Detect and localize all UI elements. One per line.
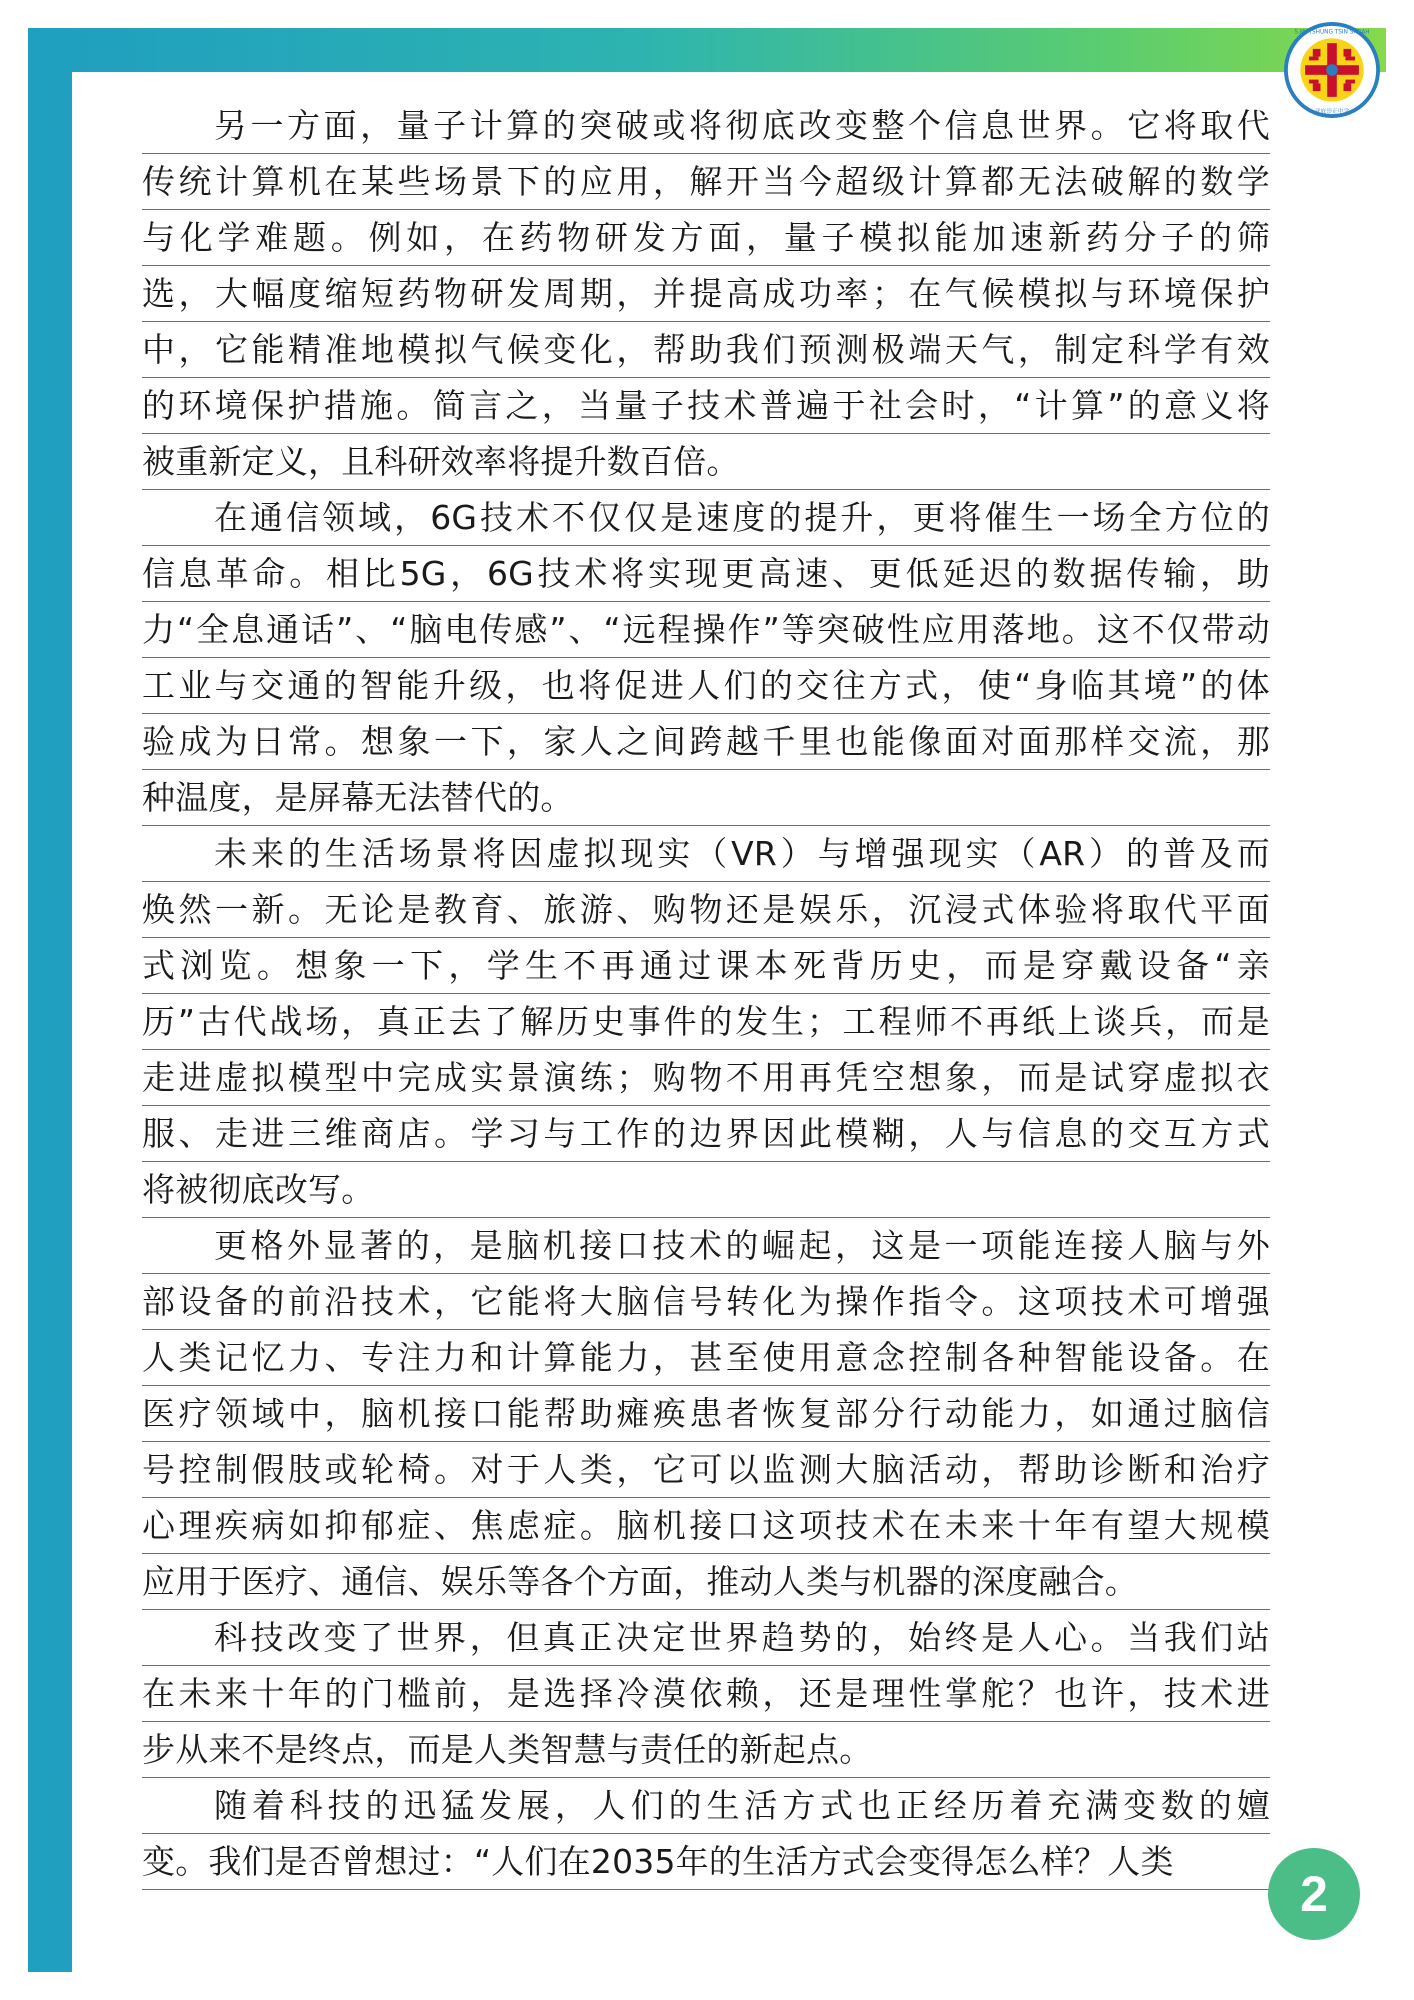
text-line: 选，大幅度缩短药物研发周期，并提高成功率；在气候模拟与环境保护 [142, 266, 1270, 322]
text-line: 走进虚拟模型中完成实景演练；购物不用再凭空想象，而是试穿虚拟衣 [142, 1050, 1270, 1106]
text-line: 力“全息通话”、“脑电传感”、“远程操作”等突破性应用落地。这不仅带动 [142, 602, 1270, 658]
page-number: 2 [1300, 1866, 1328, 1922]
text-line: 信息革命。相比5G，6G技术将实现更高速、更低延迟的数据传输，助 [142, 546, 1270, 602]
text-line: 验成为日常。想象一下，家人之间跨越千里也能像面对面那样交流，那 [142, 714, 1270, 770]
text-line: 在未来十年的门槛前，是选择冷漠依赖，还是理性掌舵？也许，技术进 [142, 1666, 1270, 1722]
text-line: 工业与交通的智能升级，也将促进人们的交往方式，使“身临其境”的体 [142, 658, 1270, 714]
text-line: 传统计算机在某些场景下的应用，解开当今超级计算都无法破解的数学 [142, 154, 1270, 210]
text-line: 与化学难题。例如，在药物研发方面，量子模拟能加速新药分子的筛 [142, 210, 1270, 266]
paragraph [142, 826, 1270, 1218]
text-line: 被重新定义，且科研效率将提升数百倍。 [142, 434, 1270, 490]
text-line: 号控制假肢或轮椅。对于人类，它可以监测大脑活动，帮助诊断和治疗 [142, 1442, 1270, 1498]
school-logo [1284, 22, 1380, 118]
page-number-badge [1268, 1848, 1360, 1940]
text-line: 应用于医疗、通信、娱乐等各个方面，推动人类与机器的深度融合。 [142, 1554, 1270, 1610]
text-line: 变。我们是否曾想过：“人们在2035年的生活方式会变得怎么样？人类 [142, 1834, 1270, 1890]
text-line: 步从来不是终点，而是人类智慧与责任的新起点。 [142, 1722, 1270, 1778]
text-line: 中，它能精准地模拟气候变化，帮助我们预测极端天气，制定科学有效 [142, 322, 1270, 378]
svg-text:S.M. TSHUNG TSIN SABAH: S.M. TSHUNG TSIN SABAH [1294, 29, 1370, 36]
text-line: 心理疾病如抑郁症、焦虑症。脑机接口这项技术在未来十年有望大规模 [142, 1498, 1270, 1554]
text-line: 将被彻底改写。 [142, 1162, 1270, 1218]
text-line: 人类记忆力、专注力和计算能力，甚至使用意念控制各种智能设备。在 [142, 1330, 1270, 1386]
text-line: 式浏览。想象一下，学生不再通过课本死背历史，而是穿戴设备“亲 [142, 938, 1270, 994]
paragraph [142, 98, 1270, 490]
text-line: 历”古代战场，真正去了解历史事件的发生；工程师不再纸上谈兵，而是 [142, 994, 1270, 1050]
text-line: 部设备的前沿技术，它能将大脑信号转化为操作指令。这项技术可增强 [142, 1274, 1270, 1330]
paragraph [142, 1610, 1270, 1778]
text-line: 在通信领域，6G技术不仅仅是速度的提升，更将催生一场全方位的 [142, 490, 1270, 546]
text-line: 随着科技的迅猛发展，人们的生活方式也正经历着充满变数的嬗 [142, 1778, 1270, 1834]
paragraph [142, 490, 1270, 826]
paragraph [142, 1778, 1270, 1890]
text-line: 更格外显著的，是脑机接口技术的崛起，这是一项能连接人脑与外 [142, 1218, 1270, 1274]
text-line: 焕然一新。无论是教育、旅游、购物还是娱乐，沉浸式体验将取代平面 [142, 882, 1270, 938]
text-line: 另一方面，量子计算的突破或将彻底改变整个信息世界。它将取代 [142, 98, 1270, 154]
paragraph [142, 1218, 1270, 1610]
text-line: 的环境保护措施。简言之，当量子技术普遍于社会时，“计算”的意义将 [142, 378, 1270, 434]
text-line: 医疗领域中，脑机接口能帮助瘫痪患者恢复部分行动能力，如通过脑信 [142, 1386, 1270, 1442]
text-line: 未来的生活场景将因虚拟现实（VR）与增强现实（AR）的普及而 [142, 826, 1270, 882]
svg-text:亚庇崇正中学: 亚庇崇正中学 [1314, 109, 1350, 116]
article-body [142, 98, 1270, 1890]
text-line: 种温度，是屏幕无法替代的。 [142, 770, 1270, 826]
text-line: 科技改变了世界，但真正决定世界趋势的，始终是人心。当我们站 [142, 1610, 1270, 1666]
text-line: 服、走进三维商店。学习与工作的边界因此模糊，人与信息的交互方式 [142, 1106, 1270, 1162]
